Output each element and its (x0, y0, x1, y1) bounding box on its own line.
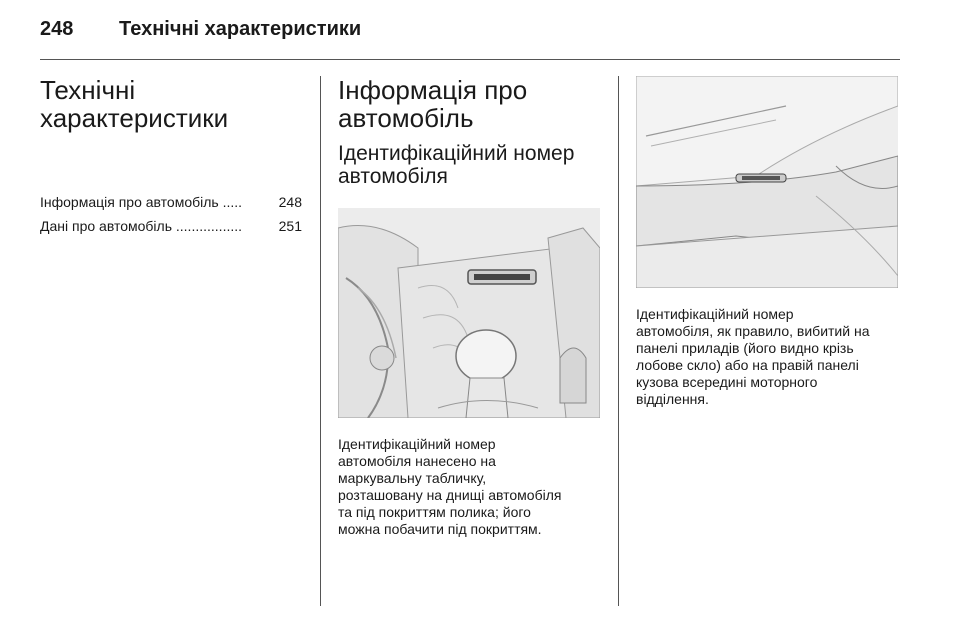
toc-entry-vehicle-data[interactable]: Дані про автомобіль ................. 251 (40, 218, 302, 234)
column-divider-1 (320, 76, 321, 606)
column-contents (40, 76, 302, 242)
vin-windshield-illustration-icon (636, 76, 898, 288)
body-text-vin-location: Ідентифікаційний номер автомобіля, як правило, вибитий на панелі приладів (його видно крізь лобове скло) або на правій панелі кузова всередині моторного відділення. (636, 306, 870, 407)
header-title: Технічні характеристики (119, 18, 362, 40)
subsection-title: Ідентифікаційний номер автомобіля (338, 142, 575, 188)
vin-plate-dashboard-illustration-icon (338, 208, 600, 418)
body-text-vin-plate: Ідентифікаційний номер автомобіля нанесено на маркувальну табличку, розташовану на днищі автомобіля та під покриттям полика; його можна побачити під покриттям. (338, 436, 562, 537)
section-title: Інформація про автомобіль (338, 75, 528, 133)
column-vin-location (636, 76, 900, 408)
page-number: 248 (40, 18, 74, 40)
column-vehicle-info (338, 76, 600, 538)
column-divider-2 (618, 76, 619, 606)
toc-entry-vehicle-info[interactable]: Інформація про автомобіль ..... 248 (40, 194, 302, 210)
table-of-contents (40, 194, 302, 242)
chapter-title: Технічні характеристики (40, 75, 229, 133)
header-rule (40, 59, 900, 60)
